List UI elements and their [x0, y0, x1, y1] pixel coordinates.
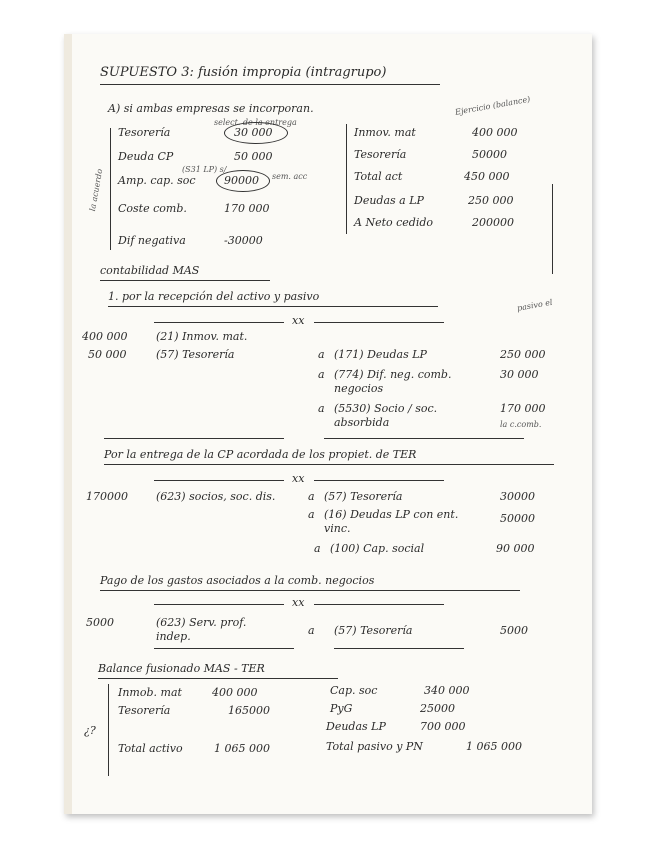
title-underline: [100, 84, 440, 85]
bal-right-label-2: Deudas LP: [326, 720, 386, 733]
j1-account-0: (21) Inmov. mat.: [156, 330, 248, 343]
bal-left-label-0: Inmob. mat: [118, 686, 182, 699]
page-title: SUPUESTO 3: fusión impropia (intragrupo): [100, 65, 387, 80]
j2-debit: 170000: [86, 490, 128, 503]
journal-xx: xx: [292, 314, 305, 327]
contab-heading: contabilidad MAS: [100, 264, 200, 277]
j2-credit-0: 30000: [500, 490, 535, 503]
side-note: la acuerdo: [87, 168, 105, 212]
bal-right-label-1: PyG: [330, 702, 353, 715]
journal-separator: [104, 438, 284, 439]
j2-credit-account-1: (16) Deudas LP con ent. vinc.: [324, 508, 459, 535]
j1-credit-1: 250 000: [500, 348, 546, 361]
j1-a-2: a: [318, 368, 325, 381]
bal-left-value-1: 165000: [228, 704, 270, 717]
bal-right-value-0: 340 000: [424, 684, 470, 697]
bal-right-value-2: 700 000: [420, 720, 466, 733]
j3-debit: 5000: [86, 616, 114, 629]
journal-xx: xx: [292, 472, 305, 485]
journal-separator: [154, 648, 294, 649]
j3-credit-account: (57) Tesorería: [334, 624, 413, 637]
j2-credit-account-0: (57) Tesorería: [324, 490, 403, 503]
bal-right-total-label: Total pasivo y PN: [326, 740, 423, 753]
circle-mark: [224, 122, 288, 144]
handwritten-page: [64, 34, 592, 814]
journal-xx: xx: [292, 596, 305, 609]
j1-credit-3: 170 000: [500, 402, 546, 415]
j2-credit-account-2: (100) Cap. social: [330, 542, 425, 555]
j2-credit-1: 50000: [500, 512, 535, 525]
section-a-heading: A) si ambas empresas se incorporan.: [108, 102, 314, 115]
select-note: select. de la entrega: [214, 118, 297, 127]
bracket-line: [110, 128, 111, 250]
bal-left-total-value: 1 065 000: [214, 742, 270, 755]
balance-bracket-mark: ¿?: [84, 724, 96, 737]
balance-note: Ejercicio (balance): [454, 94, 531, 117]
contab-underline: [100, 280, 270, 281]
journal-separator: [324, 438, 524, 439]
a-left-label-3: Coste comb.: [118, 202, 187, 215]
a-right-label-2: Total act: [354, 170, 403, 183]
journal-2-heading: Por la entrega de la CP acordada de los propiet. de TER: [104, 448, 417, 461]
bal-left-total-label: Total activo: [118, 742, 183, 755]
a-left-value-0: 30 000: [234, 126, 273, 139]
bal-left-value-0: 400 000: [212, 686, 258, 699]
j1-account-1: (57) Tesorería: [156, 348, 235, 361]
a-left-value-3: 170 000: [224, 202, 270, 215]
j2-account: (623) socios, soc. dis.: [156, 490, 276, 503]
deuda-note: (S31 LP) s/: [182, 165, 227, 174]
a-left-label-1: Deuda CP: [118, 150, 174, 163]
j1-debit-1: 50 000: [88, 348, 127, 361]
j1-a-1: a: [318, 348, 325, 361]
bracket-line: [108, 684, 109, 776]
a-left-label-2: Amp. cap. soc: [118, 174, 196, 187]
journal-2-underline: [104, 464, 554, 465]
margin-note: pasivo el: [516, 297, 554, 313]
journal-separator: [314, 604, 444, 605]
j1-credit-2: 30 000: [500, 368, 539, 381]
a-right-value-4: 200000: [472, 216, 514, 229]
a-right-label-3: Deudas a LP: [354, 194, 424, 207]
j1-debit-0: 400 000: [82, 330, 128, 343]
bal-right-value-1: 25000: [420, 702, 455, 715]
a-right-label-4: A Neto cedido: [354, 216, 434, 229]
a-left-label-0: Tesorería: [118, 126, 171, 139]
j2-a-1: a: [308, 508, 315, 521]
amp-note: sem. acc: [272, 172, 308, 181]
a-left-label-4: Dif negativa: [118, 234, 186, 247]
a-right-label-0: Inmov. mat: [354, 126, 416, 139]
a-left-value-4: -30000: [224, 234, 263, 247]
a-right-label-1: Tesorería: [354, 148, 407, 161]
circle-mark: [216, 170, 270, 192]
j2-a-2: a: [314, 542, 321, 555]
journal-separator: [154, 322, 284, 323]
balance-underline: [98, 678, 338, 679]
divider-line: [346, 124, 347, 234]
bal-right-total-value: 1 065 000: [466, 740, 522, 753]
a-right-value-1: 50000: [472, 148, 507, 161]
j1-credit-account-3: (5530) Socio / soc. absorbida: [334, 402, 438, 429]
journal-separator: [314, 480, 444, 481]
journal-3-underline: [100, 590, 520, 591]
j3-credit: 5000: [500, 624, 528, 637]
journal-1-heading: 1. por la recepción del activo y pasivo: [108, 290, 320, 303]
balance-heading: Balance fusionado MAS - TER: [98, 662, 265, 675]
journal-separator: [154, 604, 284, 605]
a-left-value-2: 90000: [224, 174, 259, 187]
j1-a-3: a: [318, 402, 325, 415]
a-left-value-1: 50 000: [234, 150, 273, 163]
journal-separator: [154, 480, 284, 481]
j3-account: (623) Serv. prof. indep.: [156, 616, 247, 643]
bal-right-label-0: Cap. soc: [330, 684, 378, 697]
a-right-value-0: 400 000: [472, 126, 518, 139]
journal-1-underline: [108, 306, 438, 307]
arrow-line: [552, 184, 553, 274]
page-fold-shadow: [64, 34, 72, 814]
bal-left-label-1: Tesorería: [118, 704, 171, 717]
j1-credit-account-1: (171) Deudas LP: [334, 348, 427, 361]
journal-3-heading: Pago de los gastos asociados a la comb. negocios: [100, 574, 375, 587]
journal-separator: [314, 322, 444, 323]
j3-a: a: [308, 624, 315, 637]
j1-credit-account-2: (774) Dif. neg. comb. negocios: [334, 368, 452, 395]
a-right-value-3: 250 000: [468, 194, 514, 207]
j2-a-0: a: [308, 490, 315, 503]
j1-note: la c.comb.: [500, 420, 542, 429]
j2-credit-2: 90 000: [496, 542, 535, 555]
a-right-value-2: 450 000: [464, 170, 510, 183]
journal-separator: [334, 648, 464, 649]
